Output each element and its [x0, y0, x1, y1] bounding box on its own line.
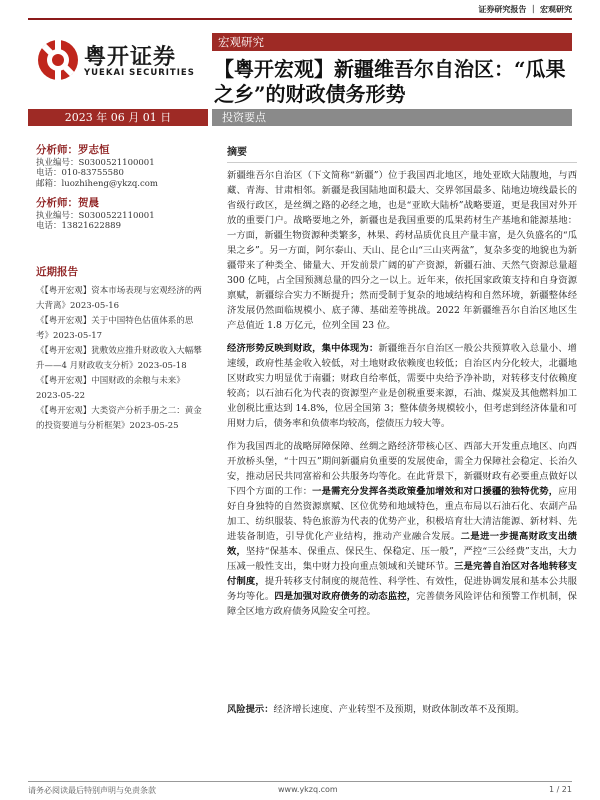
abstract-paragraph-3: 作为我国西北的战略屏障保障、丝绸之路经济带核心区、西部大开发重点地区、向西开放桥头堡，“十四五”期间新疆肩负重要的发展使命，需全力保障社会稳定、长治久安，推动居民共同富裕和公共服务均等化。在此背景下，新疆财政有必要重点做好以下四个方面的工作：一是需充分发挥各类政策叠加增效和对口援疆的独特优势，应用好自身独特的自然资源禀赋、区位优势和地域特色，重点布局以石油石化、农副产品加工、纺织服装、特色旅游为代表的优势产业，积极培育壮大清洁能源、新材料、先进装备制造，引导优化产业结构，推动产业融合发展。二是进一步提高财政支出绩效，坚持“保基本、保重点、保民生、保稳定、压一般”，严控“三公经费”支出，大力压减一般性支出，集中财力投向重点领域和关键环节。三是完善自治区对各地转移支付制度，提升转移支付制度的规范性、科学性、有效性，促进协调发展和基本公共服务均等化。四是加强对政府债务的动态监控，完善债务风险评估和预警工作机制，保障全区地方政府债务风险安全可控。	[227, 441, 577, 617]
recent-reports	[36, 265, 206, 434]
recent-report-link[interactable]: 《【粤开宏观】资本市场表现与宏观经济的两大背离》2023-05-16	[36, 286, 202, 311]
company-logo	[36, 38, 206, 84]
report-date: 2023 年 06 月 01 日	[28, 109, 208, 126]
paragraph-lead: 经济形势反映到财政，集中体现为：	[227, 343, 379, 354]
recent-report-link[interactable]: 《【粤开宏观】中国财政的余粮与未来》2023-05-22	[36, 376, 185, 401]
analyst-phone: 电话：010-83755580	[36, 168, 124, 178]
abstract-heading: 摘要	[227, 145, 577, 163]
risk-warning	[227, 703, 577, 717]
footer-page-number: 1 / 21	[548, 785, 572, 794]
abstract-paragraph-2: 经济形势反映到财政，集中体现为：新疆维吾尔自治区一般公共预算收入总量小、增速缓，政府性基金收入较低，对土地财政依赖度也较低；自治区内分化较大，北疆地区财政实力明显优于南疆；财政自给率低，需要中央给予净补助，对转移支付依赖度较高；以石油石化为代表的资源型产业是创税重要来源，石油、煤炭及其他燃料加工业创税比重达到 14.8%，位居全国第 3；整体债务规模较小，但考虑到经济体量和可用财力后，债务率和负债率均较高，偿债压力较大等。	[227, 343, 577, 429]
analyst-email[interactable]: 邮箱：luozhiheng@ykzq.com	[36, 178, 158, 189]
report-title: 【粤开宏观】新疆维吾尔自治区：“瓜果之乡”的财政债务形势	[214, 57, 566, 106]
category-banner: 宏观研究	[212, 33, 572, 51]
point-1: 一是需充分发挥各类政策叠加增效和对口援疆的独特优势，	[312, 486, 559, 497]
section-label: 投资要点	[212, 109, 572, 126]
analyst-cert: 执业编号：S0300521100001	[36, 157, 155, 168]
recent-reports-heading: 近期报告	[36, 266, 78, 278]
recent-report-link[interactable]: 《【粤开宏观】大类资产分析手册之二：黄金的投资要道与分析框架》2023-05-25	[36, 406, 202, 431]
logo-emblem-icon	[36, 38, 80, 82]
abstract-section	[227, 145, 577, 627]
analyst-cert: 执业编号：S0300522110001	[36, 210, 155, 221]
footer-website[interactable]: www.ykzq.com	[278, 785, 338, 794]
recent-report-link[interactable]: 《【粤开宏观】关于中国特色估值体系的思考》2023-05-17	[36, 316, 194, 341]
point-2: 二是进一步提高财政支出绩效，	[227, 531, 577, 557]
analyst-block-1	[36, 145, 158, 189]
analyst-phone: 电话：13821622889	[36, 221, 121, 231]
analyst-name: 分析师：罗志恒	[36, 144, 110, 156]
risk-label: 风险提示：	[227, 704, 274, 715]
point-4: 四是加强对政府债务的动态监控，	[274, 591, 417, 602]
page-footer	[28, 781, 572, 795]
footer-disclaimer: 请务必阅读最后特别声明与免责条款	[28, 786, 156, 795]
logo-text-cn: 粤开证券	[84, 45, 177, 70]
point-3: 三是完善自治区对各地转移支付制度，	[227, 561, 577, 587]
recent-report-link[interactable]: 《【粤开宏观】犹敷效应推升财政收入大幅攀升——4 月财政收支分析》2023-05-18	[36, 346, 202, 371]
logo-text-en: YUEKAI SECURITIES	[84, 68, 195, 78]
analyst-block-2	[36, 198, 155, 232]
header-breadcrumb: 证券研究报告 ｜ 宏观研究	[478, 5, 572, 14]
abstract-paragraph-1: 新疆维吾尔自治区（下文简称“新疆”）位于我国西北地区，地处亚欧大陆腹地，与西藏、青海、甘肃相邻。新疆是我国陆地面积最大、交界邻国最多、陆地边境线最长的省级行政区，是丝绸之路的必经之地，也是“亚欧大陆桥”战略要道，更是我国对外开放的重要门户。战略要地之外，新疆也是我国重要的瓜果药材生产基地和能源基地：一方面，新疆生物资源种类繁多，林果、药材品质优良且产量丰富，是久负盛名的“瓜果之乡”。另一方面，阿尔泰山、天山、昆仑山“三山夹两盆”，复杂多变的地貌也为新疆带来了种类全、储量大、开发前景广阔的矿产资源，新疆石油、天然气资源总量超 300 亿吨，占全国预测总量的四分之一以上。近年来，依托国家政策支持和自身资源禀赋，新疆综合实力不断提升；然而受制于复杂的地域结构和自然环境，新疆整体经济发展仍然面临规模小、底子薄、基础差等挑战。2022 年新疆维吾尔自治区地区生产总值近 1.8 万亿元，位列全国 23 位。	[227, 170, 577, 331]
header-rule	[28, 18, 572, 20]
analyst-name: 分析师：贺晨	[36, 197, 99, 209]
risk-text: 经济增长速度、产业转型不及预期，财政体制改革不及预期。	[273, 704, 525, 715]
